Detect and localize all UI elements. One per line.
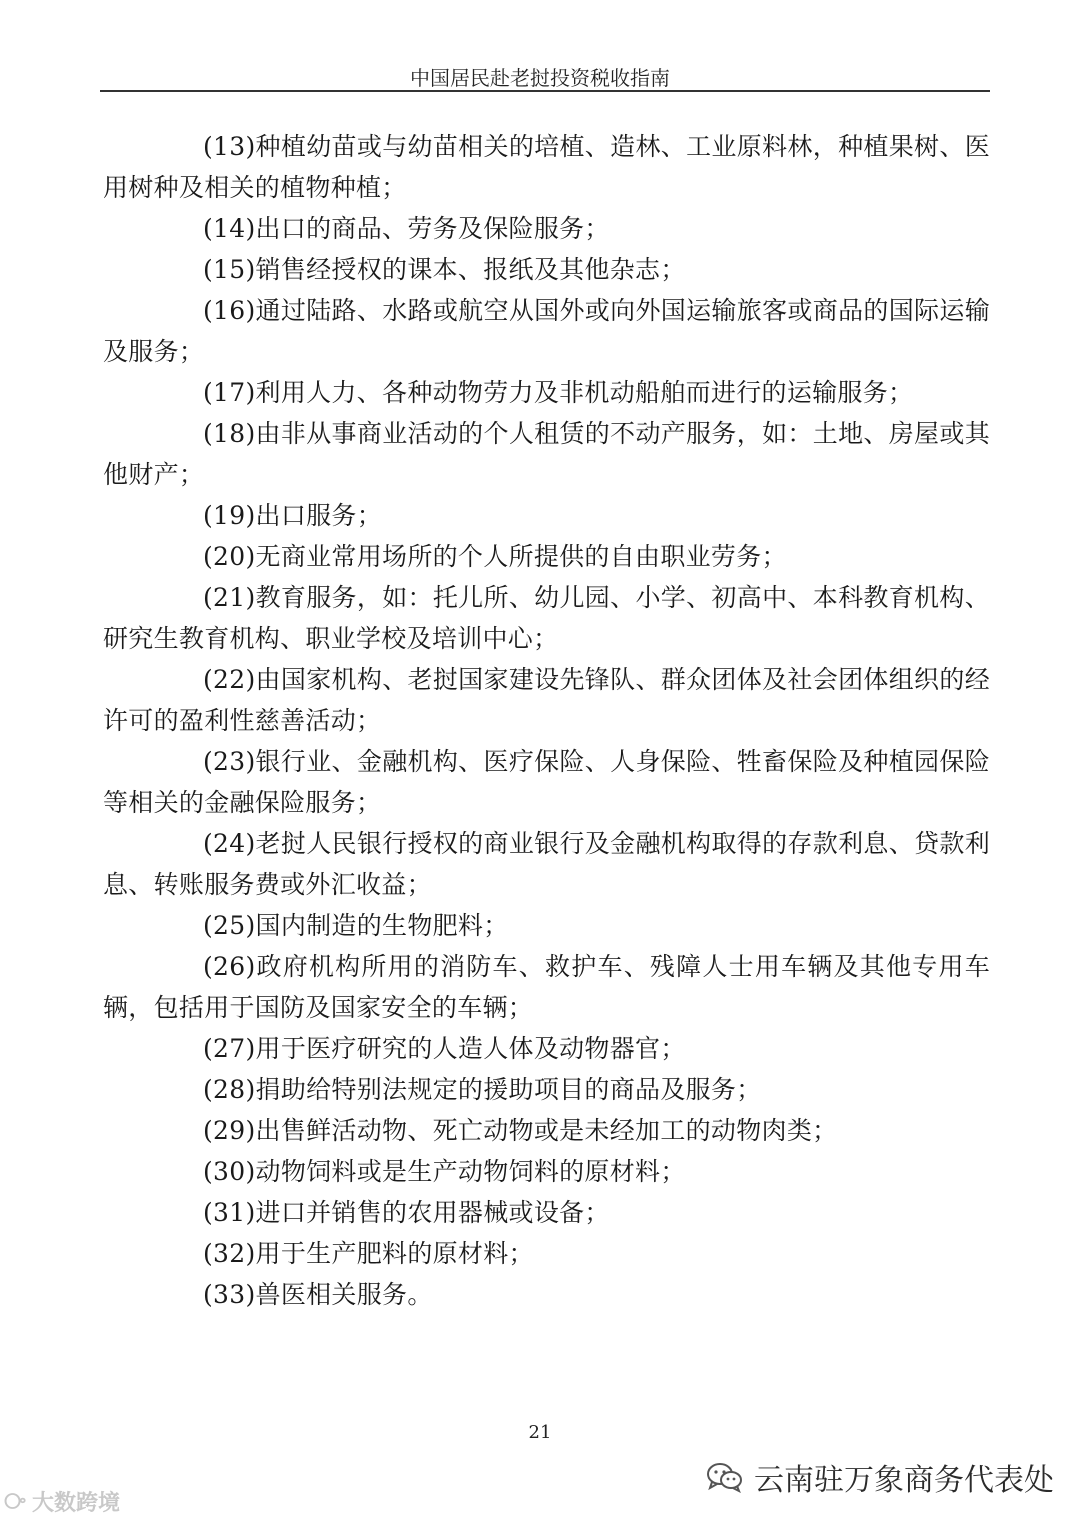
list-item — [103, 1151, 990, 1192]
watermark-right-text: 云南驻万象商务代表处 — [754, 1463, 1054, 1498]
logo-icon: ⧂ — [4, 1489, 27, 1514]
item-number: (30) — [203, 1157, 256, 1186]
item-number: (31) — [203, 1198, 256, 1227]
running-header-title: 中国居民赴老挝投资税收指南 — [410, 66, 670, 90]
item-text: 进口并销售的农用器械或设备； — [255, 1198, 610, 1227]
item-text: 出口服务； — [255, 501, 383, 530]
list-item — [103, 372, 990, 413]
header-divider — [100, 90, 990, 92]
item-number: (25) — [203, 911, 256, 940]
list-item — [103, 126, 990, 208]
list-item — [103, 495, 990, 536]
list-item — [103, 741, 990, 823]
item-text: 通过陆路、水路或航空从国外或向外国运输旅客或商品的国际运输及服务； — [103, 296, 990, 366]
item-text: 政府机构所用的消防车、救护车、残障人士用车辆及其他专用车辆，包括用于国防及国家安全的车辆； — [103, 952, 990, 1022]
item-text: 捐助给特别法规定的援助项目的商品及服务； — [255, 1075, 762, 1104]
item-number: (16) — [203, 296, 256, 325]
item-number: (24) — [203, 829, 256, 858]
item-number: (18) — [203, 419, 256, 448]
item-number: (21) — [203, 583, 256, 612]
list-item — [103, 1028, 990, 1069]
list-item — [103, 577, 990, 659]
list-item — [103, 659, 990, 741]
list-item — [103, 536, 990, 577]
item-text: 动物饲料或是生产动物饲料的原材料； — [255, 1157, 686, 1186]
item-number: (23) — [203, 747, 256, 776]
list-item — [103, 1233, 990, 1274]
list-item — [103, 905, 990, 946]
item-number: (29) — [203, 1116, 256, 1145]
page-number: 21 — [528, 1422, 552, 1443]
item-text: 用于医疗研究的人造人体及动物器官； — [255, 1034, 686, 1063]
list-item — [103, 1274, 990, 1315]
item-text: 种植幼苗或与幼苗相关的培植、造林、工业原料林，种植果树、医用树种及相关的植物种植； — [103, 132, 990, 202]
item-text: 由国家机构、老挝国家建设先锋队、群众团体及社会团体组织的经许可的盈利性慈善活动； — [103, 665, 990, 735]
list-item — [103, 823, 990, 905]
list-item — [103, 1192, 990, 1233]
document-body — [103, 126, 990, 1315]
item-text: 由非从事商业活动的个人租赁的不动产服务，如：土地、房屋或其他财产； — [103, 419, 990, 489]
item-text: 国内制造的生物肥料； — [255, 911, 509, 940]
item-number: (28) — [203, 1075, 256, 1104]
list-item — [103, 249, 990, 290]
watermark-right — [706, 1455, 1054, 1499]
item-text: 兽医相关服务。 — [255, 1280, 433, 1309]
item-number: (22) — [203, 665, 256, 694]
item-text: 教育服务，如：托儿所、幼儿园、小学、初高中、本科教育机构、研究生教育机构、职业学校及培训中心； — [103, 583, 990, 653]
item-number: (27) — [203, 1034, 256, 1063]
item-number: (19) — [203, 501, 256, 530]
list-item — [103, 290, 990, 372]
item-text: 无商业常用场所的个人所提供的自由职业劳务； — [255, 542, 787, 571]
item-text: 用于生产肥料的原材料； — [255, 1239, 534, 1268]
item-text: 出售鲜活动物、死亡动物或是未经加工的动物肉类； — [255, 1116, 838, 1145]
item-number: (20) — [203, 542, 256, 571]
list-item — [103, 1069, 990, 1110]
item-text: 利用人力、各种动物劳力及非机动船舶而进行的运输服务； — [255, 378, 914, 407]
item-number: (17) — [203, 378, 256, 407]
list-item — [103, 208, 990, 249]
item-number: (26) — [203, 952, 256, 981]
list-item — [103, 946, 990, 1028]
item-number: (33) — [203, 1280, 256, 1309]
item-text: 出口的商品、劳务及保险服务； — [255, 214, 610, 243]
item-text: 销售经授权的课本、报纸及其他杂志； — [255, 255, 686, 284]
item-number: (32) — [203, 1239, 256, 1268]
list-item — [103, 413, 990, 495]
watermark-left-text: 大数跨境 — [32, 1491, 121, 1516]
item-text: 老挝人民银行授权的商业银行及金融机构取得的存款利息、贷款利息、转账服务费或外汇收益； — [103, 829, 990, 899]
list-item — [103, 1110, 990, 1151]
watermark-left — [4, 1486, 120, 1517]
item-number: (14) — [203, 214, 256, 243]
item-number: (13) — [203, 132, 256, 161]
item-text: 银行业、金融机构、医疗保险、人身保险、牲畜保险及种植园保险等相关的金融保险服务； — [103, 747, 990, 817]
item-number: (15) — [203, 255, 256, 284]
wechat-icon — [706, 1461, 744, 1493]
